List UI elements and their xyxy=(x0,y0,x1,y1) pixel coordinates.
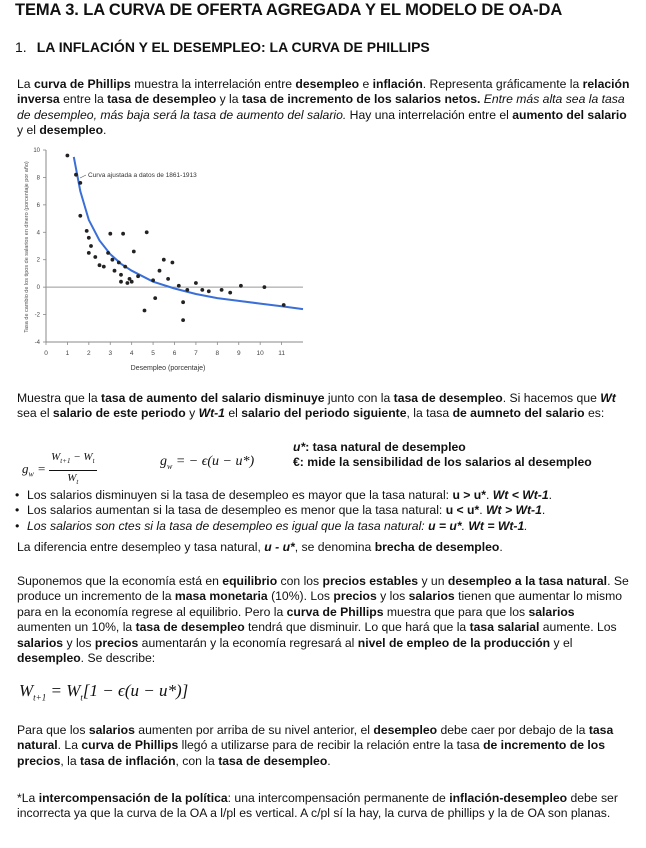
data-point xyxy=(85,229,89,233)
data-point xyxy=(111,258,115,262)
data-point xyxy=(132,250,136,254)
y-tick-label: -4 xyxy=(34,340,40,346)
data-point xyxy=(117,261,121,265)
wage-sensitivity-formula: $g_w$ = − ϵ(u − u*) xyxy=(160,454,255,471)
data-point xyxy=(78,181,82,185)
x-tick-label: 10 xyxy=(256,350,264,357)
data-point xyxy=(143,309,147,313)
data-point xyxy=(123,265,127,269)
data-point xyxy=(151,278,155,282)
wage-increase-paragraph: Para que los salarios aumenten por arriba de su nivel anterior, el desempleo debe caer por debajo de la tasa natural. La curva de Phillips llegó a utilizarse para de recibir la relación entre la tasa de incremento de los precios, la tasa de inflación, con la tasa de desempleo. xyxy=(17,723,614,768)
salary-rate-paragraph: Muestra que la tasa de aumento del salario disminuye junto con la tasa de desempleo. Si hacemos que Wt sea el salario de este periodo y Wt-1 el salario del periodo siguiente, la tasa de aumneto del salario es: xyxy=(17,391,616,421)
x-tick-label: 5 xyxy=(151,350,155,357)
data-point xyxy=(98,263,102,267)
phillips-curve-chart xyxy=(18,142,310,378)
equilibrium-paragraph: Suponemos que la economía está en equilibrio con los precios estables y un desempleo a la tasa natural. Se produce un incremento de la masa monetaria (10%). Los precios y los salarios tienen que aumentar lo mismo para en la economía regrese al equilibrio. Pero la curva de Phillips muestra que para que los salarios aumenten un 10%, la tasa de desempleo tendrá que disminuir. Lo que hará que la tasa salarial aumente. Los salarios y los precios aumentarán y la economía regresará al nivel de empleo de la producción y el desempleo. Se describe: xyxy=(17,574,629,666)
x-tick-label: 2 xyxy=(87,350,91,357)
data-point xyxy=(207,289,211,293)
x-tick-label: 4 xyxy=(129,350,134,357)
section-title: LA INFLACIÓN Y EL DESEMPLEO: LA CURVA DE PHILLIPS xyxy=(36,39,430,55)
x-tick-label: 11 xyxy=(278,350,285,357)
data-point xyxy=(200,288,204,292)
wage-rules-list xyxy=(15,488,630,534)
section-heading xyxy=(15,40,430,55)
data-point xyxy=(239,284,243,288)
x-tick-label: 8 xyxy=(215,350,220,357)
section-number: 1. xyxy=(15,39,27,55)
data-point xyxy=(220,288,224,292)
data-point xyxy=(158,269,162,273)
data-point xyxy=(102,265,106,269)
data-point xyxy=(106,251,110,255)
y-tick-label: 0 xyxy=(36,285,40,292)
data-point xyxy=(282,303,286,307)
x-tick-label: 3 xyxy=(108,350,113,357)
data-point xyxy=(119,280,123,284)
data-point xyxy=(136,274,140,278)
list-item: • Los salarios son ctes si la tasa de desempleo es igual que la tasa natural: u = u*. Wt = Wt-1. xyxy=(15,519,630,534)
y-tick-label: 8 xyxy=(36,175,40,182)
unemployment-gap-line: La diferencia entre desempleo y tasa natural, u - u*, se denomina brecha de desempleo. xyxy=(17,540,503,554)
page-title: TEMA 3. LA CURVA DE OFERTA AGREGADA Y EL MODELO DE OA-DA xyxy=(15,1,563,19)
definitions xyxy=(293,440,592,471)
data-point xyxy=(126,281,130,285)
x-tick-label: 7 xyxy=(194,350,198,357)
list-item: • Los salarios aumentan si la tasa de desempleo es menor que la tasa natural: u < u*. Wt > Wt-1. xyxy=(15,503,630,518)
wage-adjustment-formula: $W_{t+1} = W_t[1 - \epsilon(u - u*)]$ xyxy=(19,681,189,703)
data-point xyxy=(113,269,117,273)
y-tick-label: 4 xyxy=(36,230,40,237)
data-point xyxy=(181,318,185,322)
data-point xyxy=(87,251,91,255)
data-point xyxy=(194,281,198,285)
data-point xyxy=(181,300,185,304)
y-tick-label: 2 xyxy=(36,257,40,264)
data-point xyxy=(108,232,112,236)
y-tick-label: 10 xyxy=(33,148,40,154)
data-point xyxy=(162,258,166,262)
curve-annotation: Curva ajustada a datos de 1861-1913 xyxy=(88,172,197,179)
data-point xyxy=(153,296,157,300)
data-point xyxy=(121,232,125,236)
data-point xyxy=(74,173,78,177)
wage-growth-formula: $g_w$ = $\frac{W_{t+1} - W_t}{W_t}$ xyxy=(22,451,95,486)
data-point xyxy=(119,273,123,277)
data-point xyxy=(177,284,181,288)
intro-paragraph: La curva de Phillips muestra la interrelación entre desempleo e inflación. Representa gráficamente la relación inversa entre la tasa de desempleo y la tasa de incremento de los salarios netos. Entre más alta sea la tasa de desempleo, más baja será la tasa de aumento del salario. Hay una interrelación entre el aumento del salario y el desempleo. xyxy=(17,77,630,138)
data-point xyxy=(93,255,97,259)
x-tick-label: 0 xyxy=(44,350,48,357)
data-point xyxy=(145,230,149,234)
data-point xyxy=(66,154,70,158)
data-point xyxy=(78,214,82,218)
data-point xyxy=(228,291,232,295)
y-tick-label: 6 xyxy=(36,202,40,209)
y-tick-label: -2 xyxy=(34,312,40,319)
data-point xyxy=(263,285,267,289)
list-item: • Los salarios disminuyen si la tasa de desempleo es mayor que la tasa natural: u > u*. Wt < Wt-1. xyxy=(15,488,630,503)
fitted-curve xyxy=(74,157,303,309)
data-point xyxy=(130,280,134,284)
data-point xyxy=(87,236,91,240)
sensitivity-definition: €: mide la sensibilidad de los salarios al desempleo xyxy=(293,455,592,470)
x-tick-label: 6 xyxy=(172,350,177,357)
x-axis-label: Desempleo (porcentaje) xyxy=(130,365,206,372)
data-point xyxy=(166,277,170,281)
data-point xyxy=(185,288,189,292)
data-point xyxy=(89,244,93,248)
y-axis-label: Tasa de cambio de los tipos de salarios en dinero (porcentaje por año) xyxy=(24,161,30,333)
x-tick-label: 1 xyxy=(65,350,70,357)
data-point xyxy=(171,261,175,265)
natural-rate-definition: u*: tasa natural de desempleo xyxy=(293,440,466,454)
x-tick-label: 9 xyxy=(236,350,241,357)
policy-tradeoff-note: *La intercompensación de la política: una intercompensación permanente de inflación-desempleo debe ser incorrecta ya que la curva de la OA a l/pl es vertical. A c/pl sí la hay, la curva de phillips y la de OA son planas. xyxy=(17,791,618,821)
